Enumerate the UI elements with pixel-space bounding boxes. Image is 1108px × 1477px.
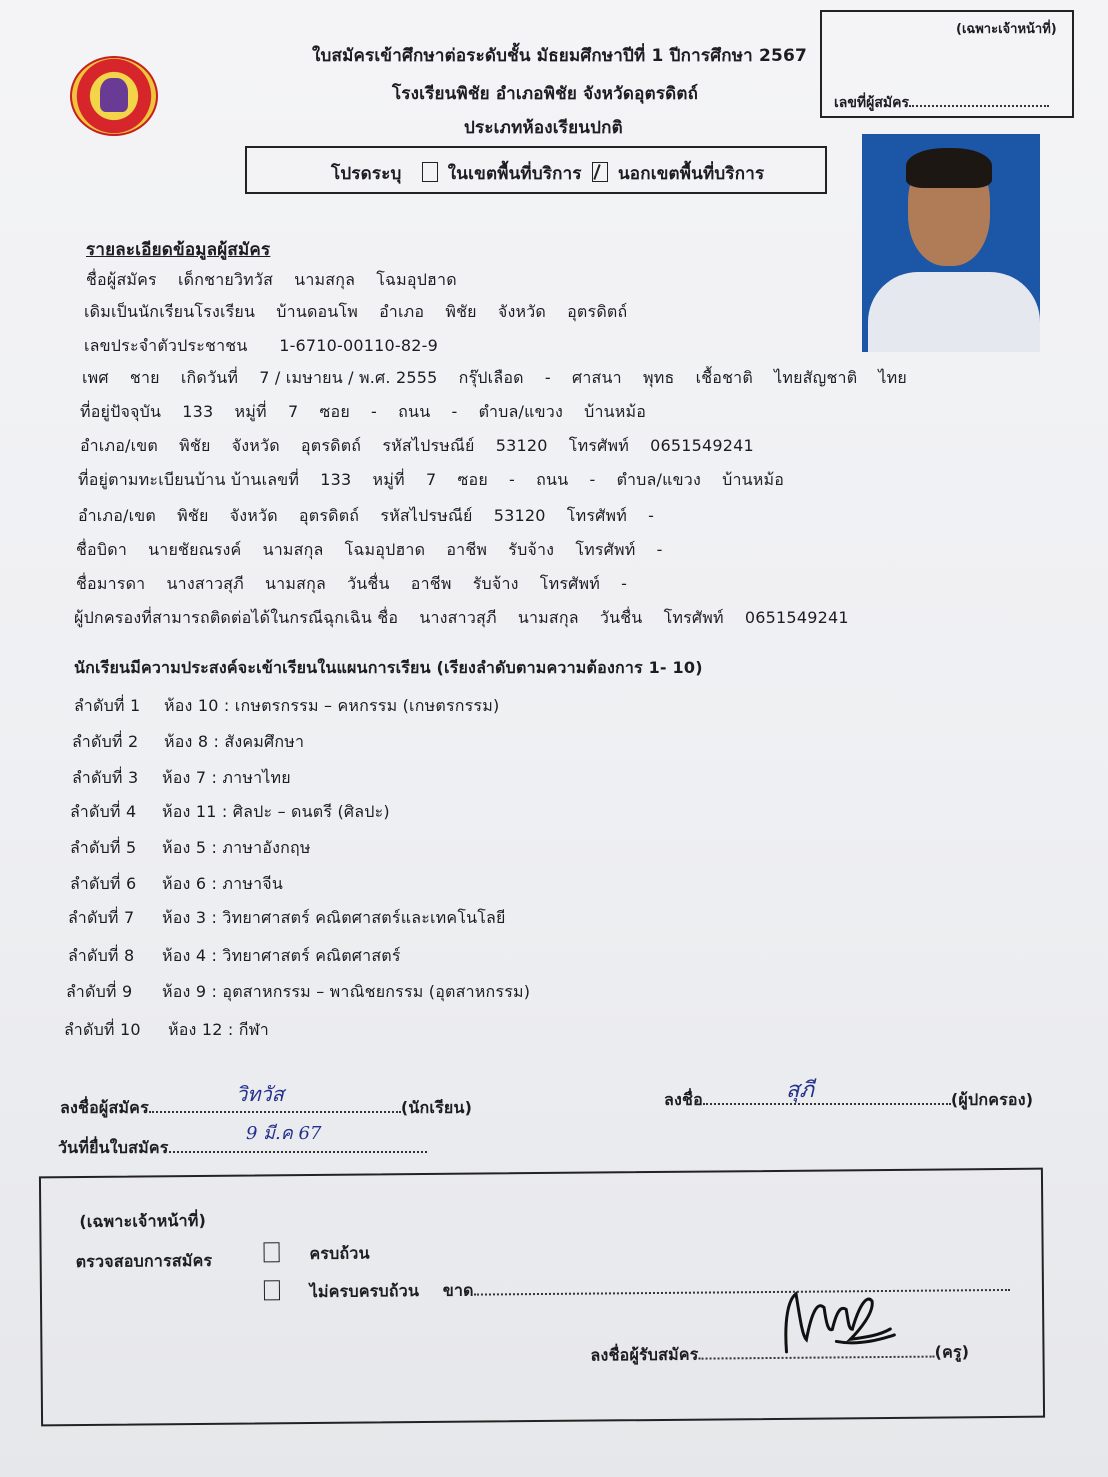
- plan-item: [74, 694, 499, 719]
- applicant-signature: วิทวัส: [236, 1082, 284, 1106]
- guardian-signature-label: ลงชื่อ: [664, 1090, 703, 1109]
- detail-line-registered-address: ที่อยู่ตามทะเบียนบ้าน บ้านเลขที่ 133 หมู่ที่ 7 ซอย - ถนน - ตำบล/แขวง บ้านหม้อ: [78, 470, 785, 489]
- plan-room: ห้อง 5 : ภาษาอังกฤษ: [162, 838, 311, 857]
- incomplete-label: ไม่ครบครบถ้วน: [309, 1281, 420, 1302]
- detail-line-registered-district: อำเภอ/เขต พิชัย จังหวัด อุตรดิตถ์ รหัสไปรษณีย์ 53120 โทรศัพท์ -: [78, 506, 655, 525]
- plan-item: [70, 800, 390, 825]
- incomplete-checkbox[interactable]: [264, 1280, 280, 1300]
- application-check-label: ตรวจสอบการสมัคร: [75, 1250, 213, 1272]
- detail-line-name: ชื่อผู้สมัคร เด็กชายวิทวัส นามสกุล โฉมอุปฮาด: [86, 270, 457, 289]
- complete-option: [260, 1242, 370, 1268]
- detail-line-father: ชื่อบิดา นายชัยณรงค์ นามสกุล โฉมอุปฮาด อาชีพ รับจ้าง โทรศัพท์ -: [76, 540, 663, 559]
- plan-rank: ลำดับที่ 1: [74, 696, 141, 715]
- plan-rank: ลำดับที่ 4: [70, 802, 137, 821]
- inside-area-label: ในเขตพื้นที่บริการ: [447, 164, 582, 184]
- complete-label: ครบถ้วน: [309, 1243, 370, 1264]
- logo-emblem-icon: [100, 78, 128, 112]
- plan-rank: ลำดับที่ 6: [70, 874, 137, 893]
- applicant-signature-label: ลงชื่อผู้สมัคร: [60, 1098, 149, 1117]
- missing-input[interactable]: [474, 1289, 1010, 1296]
- submission-date-value: 9 มี.ค 67: [246, 1123, 322, 1144]
- service-area-row: [331, 160, 764, 187]
- receiver-signature-scribble: [766, 1279, 897, 1360]
- plan-rank: ลำดับที่ 10: [64, 1020, 141, 1039]
- plan-item: [68, 944, 401, 969]
- submission-date-label: วันที่ยื่นใบสมัคร: [58, 1138, 169, 1157]
- plan-rank: ลำดับที่ 7: [68, 908, 135, 927]
- officer-note: (เฉพาะเจ้าหน้าที่): [956, 22, 1057, 37]
- applicant-photo: [862, 134, 1040, 352]
- guardian-signature: สุภี: [786, 1078, 814, 1103]
- plan-rank: ลำดับที่ 9: [66, 982, 133, 1001]
- service-area-box: [245, 146, 827, 194]
- plan-item: [70, 836, 311, 861]
- classroom-type: ประเภทห้องเรียนปกติ: [464, 118, 623, 138]
- plan-room: ห้อง 9 : อุตสาหกรรม – พาณิชยกรรม (อุตสาหกรรม): [162, 982, 531, 1001]
- officer-only-box: [820, 10, 1074, 118]
- receiver-signature-label: ลงชื่อผู้รับสมัคร: [590, 1344, 699, 1365]
- plan-room: ห้อง 3 : วิทยาศาสตร์ คณิตศาสตร์และเทคโนโลยี: [162, 908, 506, 927]
- details-heading: รายละเอียดข้อมูลผู้สมัคร: [86, 240, 271, 260]
- photo-shirt: [868, 272, 1040, 352]
- complete-checkbox[interactable]: [264, 1242, 280, 1262]
- plan-room: ห้อง 8 : สังคมศึกษา: [164, 732, 305, 751]
- officer-check-box: [39, 1168, 1045, 1427]
- plan-item: [66, 980, 530, 1005]
- plan-room: ห้อง 12 : กีฬา: [168, 1020, 269, 1039]
- plan-rank: ลำดับที่ 8: [68, 946, 135, 965]
- submission-date-field[interactable]: [58, 1136, 427, 1161]
- school-line: โรงเรียนพิชัย อำเภอพิชัย จังหวัดอุตรดิตถ์: [392, 84, 699, 104]
- school-logo: [70, 56, 158, 136]
- detail-line-mother: ชื่อมารดา นางสาวสุภี นามสกุล วันชื่น อาชีพ รับจ้าง โทรศัพท์ -: [76, 574, 628, 593]
- photo-hair: [906, 148, 992, 188]
- service-area-prompt: โปรดระบุ: [331, 164, 402, 184]
- officer-section-note: (เฉพาะเจ้าหน้าที่): [79, 1210, 207, 1232]
- plan-rank: ลำดับที่ 5: [70, 838, 137, 857]
- missing-label: ขาด: [442, 1280, 474, 1300]
- detail-line-guardian: ผู้ปกครองที่สามารถติดต่อได้ในกรณีฉุกเฉิน ชื่อ นางสาวสุภี นามสกุล วันชื่น โทรศัพท์ 0651549241: [74, 608, 849, 627]
- plan-item: [64, 1018, 269, 1043]
- incomplete-option: [260, 1274, 1010, 1306]
- plan-room: ห้อง 11 : ศิลปะ – ดนตรี (ศิลปะ): [162, 802, 390, 821]
- applicant-number-label: เลขที่ผู้สมัคร: [834, 95, 910, 111]
- detail-line-previous-school: เดิมเป็นนักเรียนโรงเรียน บ้านดอนโพ อำเภอ พิชัย จังหวัด อุตรดิตถ์: [84, 302, 628, 321]
- detail-line-personal: เพศ ชาย เกิดวันที่ 7 / เมษายน / พ.ศ. 2555 กรุ๊ปเลือด - ศาสนา พุทธ เชื้อชาติ ไทยสัญชาติ ไทย: [82, 368, 908, 387]
- plans-heading: นักเรียนมีความประสงค์จะเข้าเรียนในแผนการเรียน (เรียงลำดับตามความต้องการ 1- 10): [74, 658, 703, 677]
- guardian-signature-field[interactable]: [664, 1088, 1033, 1113]
- plan-room: ห้อง 7 : ภาษาไทย: [162, 768, 291, 787]
- plan-room: ห้อง 6 : ภาษาจีน: [162, 874, 283, 893]
- applicant-number-field[interactable]: [834, 92, 1049, 114]
- plan-item: [68, 906, 506, 931]
- outside-area-checkbox[interactable]: [592, 162, 608, 182]
- form-title: ใบสมัครเข้าศึกษาต่อระดับชั้น มัธยมศึกษาปีที่ 1 ปีการศึกษา 2567: [312, 46, 808, 66]
- plan-room: ห้อง 4 : วิทยาศาสตร์ คณิตศาสตร์: [162, 946, 401, 965]
- detail-line-current-address: ที่อยู่ปัจจุบัน 133 หมู่ที่ 7 ซอย - ถนน - ตำบล/แขวง บ้านหม้อ: [80, 402, 647, 421]
- inside-area-checkbox[interactable]: [422, 162, 438, 182]
- receiver-role: (ครู): [934, 1342, 970, 1362]
- plan-rank: ลำดับที่ 2: [72, 732, 139, 751]
- detail-line-current-district: อำเภอ/เขต พิชัย จังหวัด อุตรดิตถ์ รหัสไปรษณีย์ 53120 โทรศัพท์ 0651549241: [80, 436, 754, 455]
- plan-rank: ลำดับที่ 3: [72, 768, 139, 787]
- plan-room: ห้อง 10 : เกษตรกรรม – คหกรรม (เกษตรกรรม): [164, 696, 500, 715]
- guardian-role: (ผู้ปกครอง): [950, 1090, 1034, 1109]
- plan-item: [70, 872, 283, 897]
- plan-item: [72, 766, 291, 791]
- applicant-role: (นักเรียน): [400, 1098, 473, 1117]
- outside-area-label: นอกเขตพื้นที่บริการ: [617, 164, 765, 184]
- detail-line-id-number: เลขประจำตัวประชาชน 1-6710-00110-82-9: [84, 336, 439, 355]
- plan-item: [72, 730, 304, 755]
